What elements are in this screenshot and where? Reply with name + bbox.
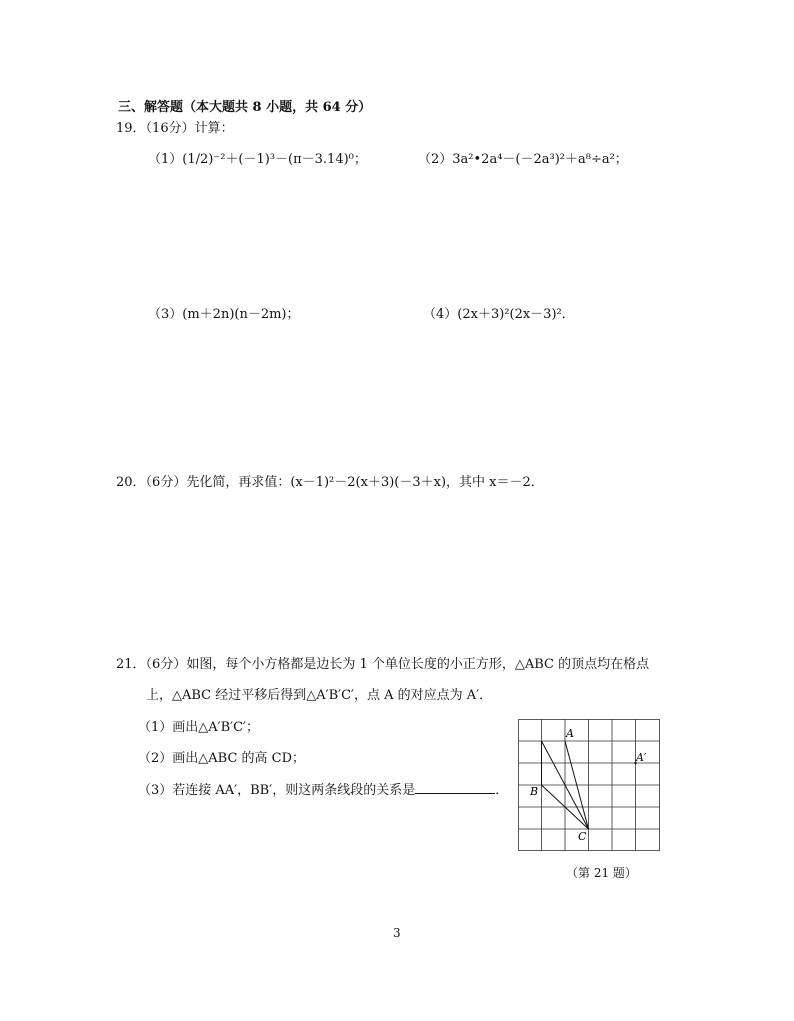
label-a-prime: A′ bbox=[636, 751, 647, 764]
section-title: 三、解答题（本大题共 8 小题，共 64 分） bbox=[118, 100, 372, 115]
label-c: C bbox=[578, 830, 587, 843]
label-b: B bbox=[530, 785, 539, 798]
question-21-part-3 bbox=[138, 779, 508, 798]
question-21-line-2: 上，△ABC 经过平移后得到△A′B′C′，点 A 的对应点为 A′． bbox=[146, 688, 493, 703]
grid-figure bbox=[518, 719, 660, 851]
figure-caption: （第 21 题） bbox=[566, 866, 637, 880]
question-19-part-2: （2）3a²•2a⁴－(－2a³)²＋a⁸÷a²； bbox=[418, 152, 628, 167]
question-19-header: 19．（16分）计算： bbox=[116, 121, 234, 136]
question-20: 20．（6分）先化简，再求值：(x－1)²－2(x＋3)(－3＋x)，其中 x＝－2． bbox=[116, 475, 544, 490]
question-21-part-3-text: （3）若连接 AA′，BB′，则这两条线段的关系是 bbox=[138, 783, 416, 798]
answer-blank[interactable] bbox=[415, 781, 495, 794]
question-21-line-1: 21．（6分）如图，每个小方格都是边长为 1 个单位长度的小正方形，△ABC 的顶点均在格点 bbox=[116, 657, 650, 672]
question-19-part-3: （3）(m＋2n)(n－2m)； bbox=[148, 307, 300, 322]
question-19-part-1: （1）(1/2)⁻²＋(－1)³－(π－3.14)⁰； bbox=[148, 152, 367, 167]
question-21-part-1: （1）画出△A′B′C′； bbox=[138, 720, 260, 735]
question-19-part-4: （4）(2x＋3)²(2x－3)²． bbox=[423, 307, 575, 322]
question-21-part-2: （2）画出△ABC 的高 CD； bbox=[138, 751, 306, 766]
question-21-part-3-end: ． bbox=[495, 783, 509, 798]
page-number: 3 bbox=[393, 926, 401, 940]
grid-lines bbox=[518, 719, 660, 851]
label-a: A bbox=[566, 727, 574, 740]
